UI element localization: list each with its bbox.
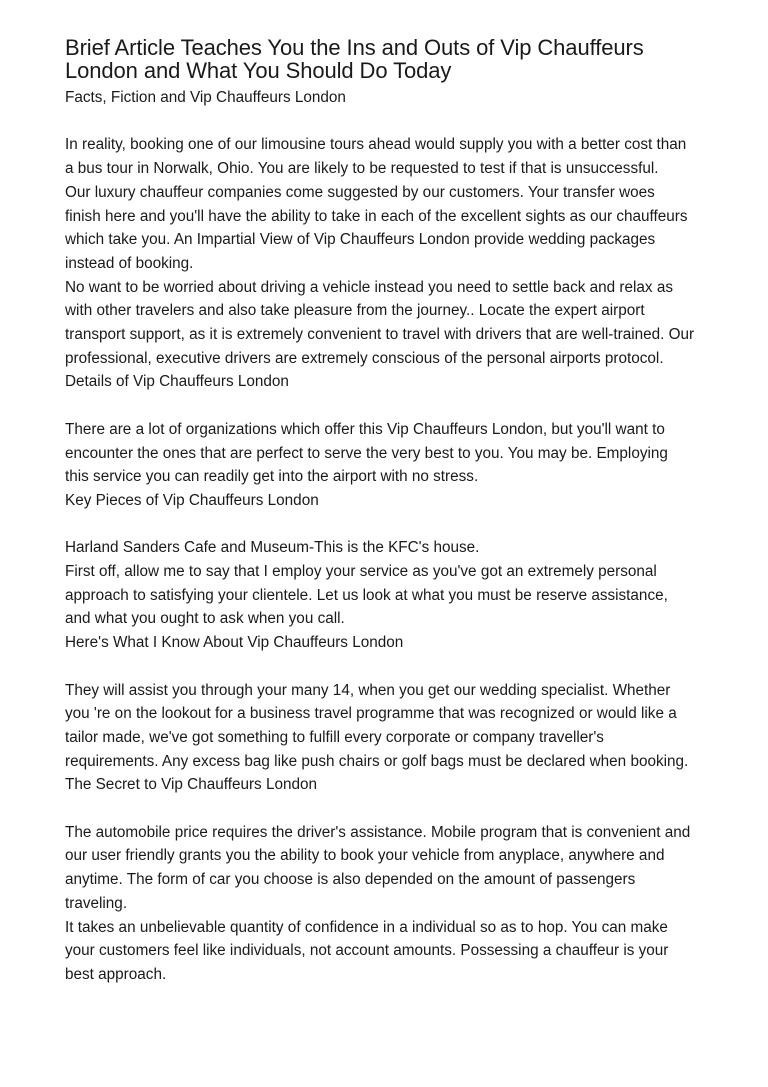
text-line: In reality, booking one of our limousine tours ahead would supply you with a better cost than	[65, 136, 687, 154]
paragraph-gap	[65, 110, 728, 134]
paragraph-gap	[65, 797, 728, 821]
text-line: The Secret to Vip Chauffeurs London	[65, 776, 318, 794]
text-line: our user friendly grants you the ability to book your vehicle from anyplace, anywhere and	[65, 847, 665, 865]
article-title	[65, 36, 728, 82]
text-line: They will assist you through your many 14, when you get our wedding specialist. Whether	[65, 681, 671, 699]
text-line: transport support, as it is extremely convenient to travel with drivers that are well-trained. Our	[65, 326, 695, 344]
text-line: a bus tour in Norwalk, Ohio. You are likely to be requested to test if that is unsuccessful.	[65, 160, 659, 178]
paragraph-block	[65, 133, 728, 394]
paragraph-gap	[65, 513, 728, 537]
paragraph-block	[65, 536, 728, 655]
text-line: this service you can readily get into the airport with no stress.	[65, 468, 479, 486]
text-line: The automobile price requires the driver's assistance. Mobile program that is convenient and	[65, 823, 691, 841]
paragraph-gap	[65, 394, 728, 418]
text-line: your customers feel like individuals, not account amounts. Possessing a chauffeur is your	[65, 942, 669, 960]
text-line: anytime. The form of car you choose is also depended on the amount of passengers	[65, 871, 636, 889]
text-line: requirements. Any excess bag like push chairs or golf bags must be declared when booking.	[65, 752, 689, 770]
article-subtitle: Facts, Fiction and Vip Chauffeurs London	[65, 89, 346, 106]
text-line: Harland Sanders Cafe and Museum-This is the KFC's house.	[65, 539, 480, 557]
text-line: best approach.	[65, 965, 167, 983]
text-line: First off, allow me to say that I employ your service as you've got an extremely personal	[65, 563, 657, 581]
text-line: approach to satisfying your clientele. Let us look at what you must be reserve assistance,	[65, 586, 668, 604]
text-line: with other travelers and also take pleasure from the journey.. Locate the expert airport	[65, 302, 645, 320]
text-line: No want to be worried about driving a vehicle instead you need to settle back and relax as	[65, 278, 673, 296]
text-line: Our luxury chauffeur companies come suggested by our customers. Your transfer woes	[65, 183, 655, 201]
paragraph-block	[65, 679, 728, 798]
text-line: Here's What I Know About Vip Chauffeurs London	[65, 634, 404, 652]
text-line: which take you. An Impartial View of Vip Chauffeurs London provide wedding packages	[65, 231, 656, 249]
article-body	[65, 110, 728, 987]
text-line: traveling.	[65, 894, 128, 912]
text-line: tailor made, we've got something to fulfill every corporate or company traveller's	[65, 728, 604, 746]
title-line: Brief Article Teaches You the Ins and Outs of Vip Chauffeurs	[65, 35, 644, 60]
text-line: and what you ought to ask when you call.	[65, 610, 345, 628]
text-line: you 're on the lookout for a business travel programme that was recognized or would like a	[65, 705, 677, 723]
text-line: professional, executive drivers are extremely conscious of the personal airports protocol.	[65, 349, 664, 367]
paragraph-block	[65, 821, 728, 987]
text-line: Details of Vip Chauffeurs London	[65, 373, 289, 391]
text-line: encounter the ones that are perfect to serve the very best to you. You may be. Employing	[65, 444, 668, 462]
text-line: instead of booking.	[65, 254, 194, 272]
title-line: London and What You Should Do Today	[65, 58, 452, 83]
paragraph-block	[65, 418, 728, 513]
text-line: finish here and you'll have the ability to take in each of the excellent sights as our chauffeurs	[65, 207, 688, 225]
text-line: Key Pieces of Vip Chauffeurs London	[65, 491, 319, 509]
text-line: It takes an unbelievable quantity of confidence in a individual so as to hop. You can make	[65, 918, 668, 936]
paragraph-gap	[65, 655, 728, 679]
text-line: There are a lot of organizations which offer this Vip Chauffeurs London, but you'll want to	[65, 420, 665, 438]
